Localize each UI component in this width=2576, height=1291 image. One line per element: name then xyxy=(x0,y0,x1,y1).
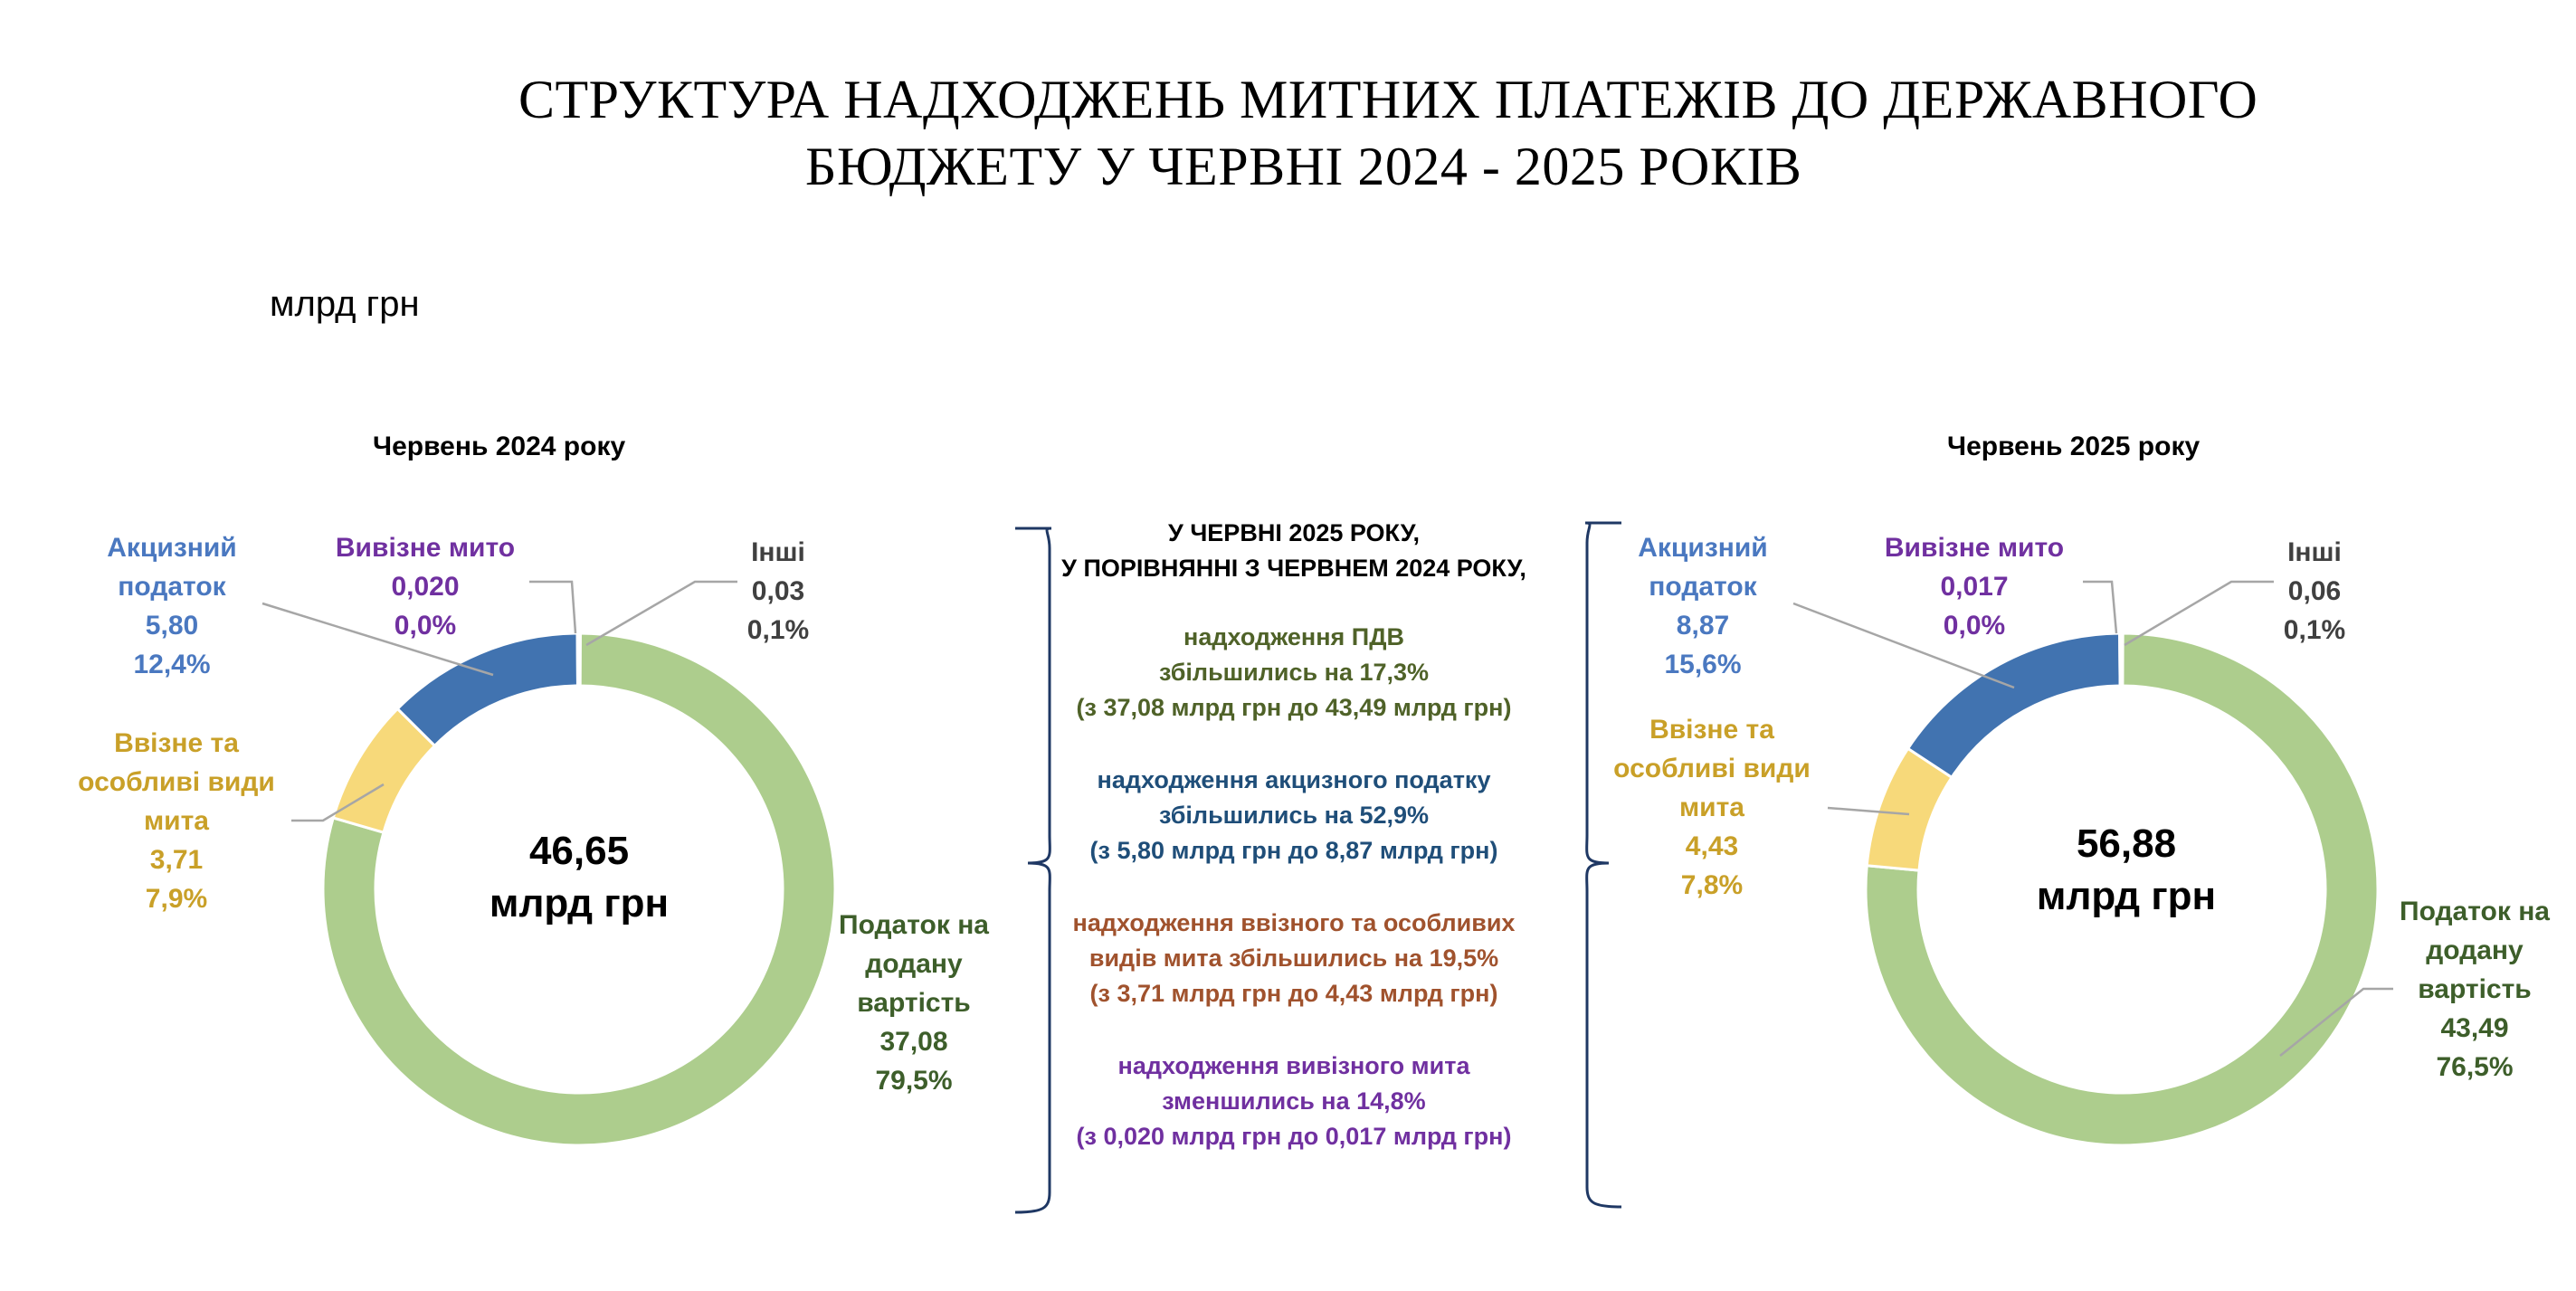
label-name-line: особливі види xyxy=(78,767,275,797)
summary-line: збільшились на 52,9% xyxy=(1158,802,1430,829)
total-value: 46,65 xyxy=(528,829,630,873)
label-percent: 0,0% xyxy=(394,611,457,641)
label-name-line: вартість xyxy=(2418,974,2532,1004)
label-percent: 0,0% xyxy=(1943,611,2006,641)
label-name-line: Інші xyxy=(2287,537,2342,567)
data-label-excise-2024 xyxy=(63,528,280,684)
summary-line: (з 3,71 млрд грн до 4,43 млрд грн) xyxy=(1089,980,1498,1007)
label-value: 0,017 xyxy=(1940,572,2009,602)
donut-center-total-2025 xyxy=(2000,818,2253,923)
label-value: 43,49 xyxy=(2440,1013,2509,1043)
label-name-line: Ввізне та xyxy=(114,728,239,758)
label-name-line: особливі види xyxy=(1613,754,1811,783)
total-unit: млрд грн xyxy=(489,881,670,926)
donut-slice-excise xyxy=(397,633,577,745)
total-value: 56,88 xyxy=(2076,821,2177,866)
donut-slice-other xyxy=(2121,633,2123,686)
label-name-line: мита xyxy=(1678,793,1744,822)
label-name-line: податок xyxy=(118,572,226,602)
summary-line: зменшились на 14,8% xyxy=(1162,1087,1426,1115)
summary-line: (з 5,80 млрд грн до 8,87 млрд грн) xyxy=(1089,837,1498,864)
summary-heading xyxy=(1022,516,1565,586)
summary-heading-line: У ПОРІВНЯННІ З ЧЕРВНЕМ 2024 РОКУ, xyxy=(1061,555,1526,582)
summary-import xyxy=(1022,906,1565,1011)
label-percent: 79,5% xyxy=(875,1066,953,1096)
label-percent: 76,5% xyxy=(2436,1052,2514,1082)
summary-panel xyxy=(1022,516,1565,1154)
data-label-export-2024 xyxy=(308,528,543,645)
label-value: 0,020 xyxy=(391,572,460,602)
label-name-line: вартість xyxy=(857,988,971,1018)
label-value: 37,08 xyxy=(879,1027,948,1057)
label-percent: 7,8% xyxy=(1680,870,1744,900)
label-name-line: додану xyxy=(2426,935,2524,965)
label-name-line: Акцизний xyxy=(107,533,237,563)
summary-line: (з 37,08 млрд грн до 43,49 млрд грн) xyxy=(1076,694,1512,721)
summary-excise xyxy=(1022,763,1565,869)
data-label-import-2025 xyxy=(1603,710,1820,905)
data-label-vat-2024 xyxy=(819,906,1009,1100)
data-label-vat-2025 xyxy=(2380,892,2570,1087)
label-name-line: додану xyxy=(865,949,963,979)
label-value: 4,43 xyxy=(1685,831,1739,861)
donut-center-total-2024 xyxy=(452,825,706,930)
label-percent: 0,1% xyxy=(746,615,810,645)
label-value: 3,71 xyxy=(149,845,204,875)
summary-heading-line: У ЧЕРВНІ 2025 РОКУ, xyxy=(1168,519,1420,546)
label-name-line: Податок на xyxy=(839,910,989,940)
page-title-line-1: СТРУКТУРА НАДХОДЖЕНЬ МИТНИХ ПЛАТЕЖІВ ДО ДЕРЖАВНОГО xyxy=(518,70,2258,129)
data-label-other-2024 xyxy=(733,533,823,650)
label-name-line: мита xyxy=(143,806,209,836)
donut-slice-excise xyxy=(1908,633,2120,777)
summary-line: надходження ввізного та особливих xyxy=(1072,909,1516,936)
label-name-line: Вивізне мито xyxy=(1884,533,2065,563)
summary-line: надходження акцизного податку xyxy=(1097,766,1491,793)
label-value: 5,80 xyxy=(145,611,199,641)
total-unit: млрд грн xyxy=(2036,874,2217,918)
label-name-line: Податок на xyxy=(2400,897,2550,926)
label-name-line: Вивізне мито xyxy=(335,533,516,563)
label-percent: 12,4% xyxy=(133,650,211,679)
summary-line: надходження ПДВ xyxy=(1183,623,1404,650)
unit-label: млрд грн xyxy=(270,284,420,324)
label-value: 0,06 xyxy=(2287,576,2342,606)
label-name-line: Ввізне та xyxy=(1649,715,1774,745)
summary-export xyxy=(1022,1049,1565,1154)
label-percent: 0,1% xyxy=(2283,615,2346,645)
label-name-line: Акцизний xyxy=(1638,533,1768,563)
label-value: 0,03 xyxy=(751,576,805,606)
label-percent: 7,9% xyxy=(145,884,208,914)
label-percent: 15,6% xyxy=(1664,650,1742,679)
data-label-other-2025 xyxy=(2269,533,2360,650)
summary-line: видів мита збільшились на 19,5% xyxy=(1088,945,1499,972)
summary-line: (з 0,020 млрд грн до 0,017 млрд грн) xyxy=(1076,1123,1512,1150)
chart-title-2025: Червень 2025 року xyxy=(1947,432,2201,461)
page-title-line-2: БЮДЖЕТУ У ЧЕРВНІ 2024 - 2025 РОКІВ xyxy=(805,137,1802,196)
data-label-import-2024 xyxy=(68,724,285,918)
label-name-line: Інші xyxy=(751,537,805,567)
label-value: 8,87 xyxy=(1676,611,1730,641)
summary-line: збільшились на 17,3% xyxy=(1158,659,1430,686)
label-name-line: податок xyxy=(1649,572,1757,602)
data-label-excise-2025 xyxy=(1612,528,1793,684)
summary-line: надходження вивізного мита xyxy=(1117,1052,1470,1079)
donut-slice-other xyxy=(579,633,581,686)
chart-title-2024: Червень 2024 року xyxy=(373,432,626,461)
summary-vat xyxy=(1022,620,1565,726)
data-label-export-2025 xyxy=(1857,528,2092,645)
